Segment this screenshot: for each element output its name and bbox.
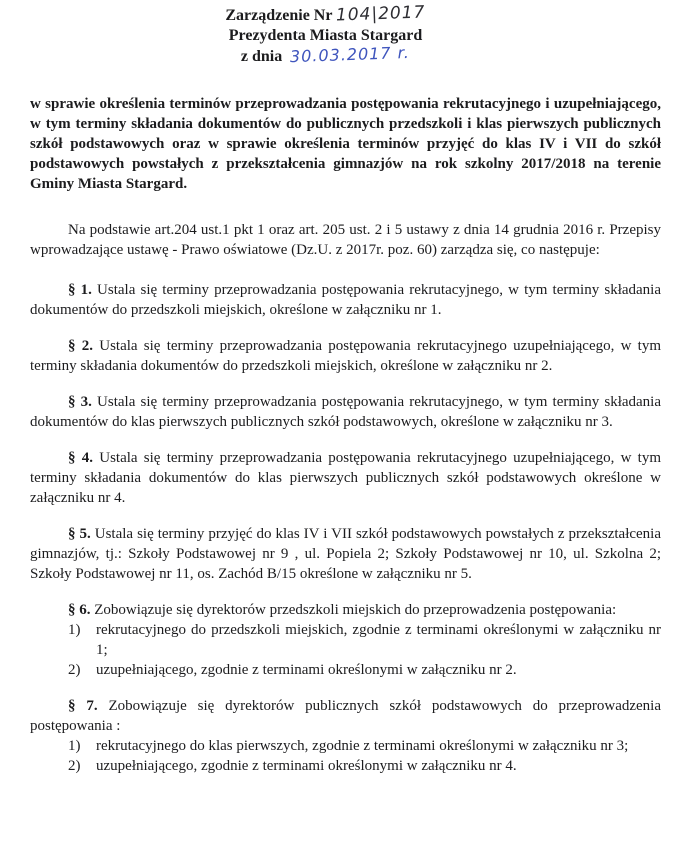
section-paragraph [30, 524, 661, 584]
section-body [30, 392, 661, 432]
section-text: Ustala się terminy przyjęć do klas IV i VII szkół podstawowych powstałych z przekształcenia gimnazjów, tj.: Szkoły Podstawowej nr 9 , ul. Popiela 2; Szkoły Podstawowej nr 10, ul. Szkolna 2; Szkoły Podstawowej nr 11, os. Zachód B/15 określone w załączniku nr 5. [30, 526, 662, 582]
ordinance-number-handwritten: 104|2017 [335, 2, 426, 26]
list-item [68, 756, 661, 776]
section-paragraph [30, 696, 661, 776]
subject-paragraph: w sprawie określenia terminów przeprowadzania postępowania rekrutacyjnego i uzupełniającego, w tym terminy składania dokumentów do publicznych przedszkoli i klas pierwszych publicznych szkół podstawowych oraz w sprawie określenia terminów przyjęć do klas IV i VII do szkół podstawowych powstałych z przekształcenia gimnazjów na rok szkolny 2017/2018 na terenie Gminy Miasta Stargard. [30, 96, 661, 192]
list-item [68, 660, 661, 680]
list-item-text: uzupełniającego, zgodnie z terminami określonymi w załączniku nr 4. [96, 758, 517, 774]
sections [30, 280, 661, 776]
issuer-line: Prezydenta Miasta Stargard [228, 27, 423, 44]
list-item-marker: 1) [68, 622, 81, 638]
section-item-list [30, 620, 661, 680]
list-item-text: rekrutacyjnego do klas pierwszych, zgodnie z terminami określonymi w załączniku nr 3; [96, 738, 629, 754]
legal-basis-paragraph: Na podstawie art.204 ust.1 pkt 1 oraz art. 205 ust. 2 i 5 ustawy z dnia 14 grudnia 2016 r. Przepisy wprowadzające ustawę - Prawo oświatowe (Dz.U. z 2017r. poz. 60) zarządza się, co następuje: [30, 222, 661, 258]
section-paragraph [30, 448, 661, 508]
date-handwritten: 30.03.2017 r. [289, 42, 411, 67]
date-label: z dnia [240, 48, 283, 65]
section-paragraph [30, 280, 661, 320]
section-number: § 6. [68, 602, 95, 618]
list-item [68, 620, 661, 660]
section-body [30, 524, 661, 584]
section-body [30, 280, 661, 320]
list-item-marker: 1) [68, 738, 81, 754]
section-paragraph [30, 336, 661, 376]
section-number: § 4. [68, 450, 100, 466]
section-body [30, 600, 661, 620]
section-item-list [30, 736, 661, 776]
section-number: § 7. [68, 698, 109, 714]
section-number: § 1. [68, 282, 98, 298]
section-body [30, 448, 661, 508]
ordinance-title-label: Zarządzenie Nr [225, 7, 333, 24]
list-item-text: rekrutacyjnego do przedszkoli miejskich, zgodnie z terminami określonymi w załączniku nr 1; [96, 622, 661, 658]
section-number: § 5. [68, 526, 95, 542]
section-text: Zobowiązuje się dyrektorów przedszkoli miejskich do przeprowadzenia postępowania: [94, 602, 617, 618]
section-number: § 2. [68, 338, 100, 354]
section-body [30, 336, 661, 376]
list-item [68, 736, 661, 756]
section-body [30, 696, 661, 736]
section-text: Ustala się terminy przeprowadzania postępowania rekrutacyjnego, w tym terminy składania dokumentów do klas pierwszych publicznych szkół podstawowych, określone w załączniku nr 3. [30, 394, 661, 430]
section-number: § 3. [68, 394, 98, 410]
ordinance-title-line [30, 2, 621, 26]
list-item-marker: 2) [68, 662, 81, 678]
section-text: Ustala się terminy przeprowadzania postępowania rekrutacyjnego, w tym terminy składania dokumentów do przedszkoli miejskich, określone w załączniku nr 1. [30, 282, 661, 318]
section-paragraph [30, 600, 661, 680]
list-item-marker: 2) [68, 758, 81, 774]
section-text: Zobowiązuje się dyrektorów publicznych szkół podstawowych do przeprowadzenia postępowania : [30, 698, 661, 734]
document-header [30, 2, 661, 67]
list-item-text: uzupełniającego, zgodnie z terminami określonymi w załączniku nr 2. [96, 662, 517, 678]
section-paragraph [30, 392, 661, 432]
date-line [30, 42, 621, 67]
section-text: Ustala się terminy przeprowadzania postępowania rekrutacyjnego uzupełniającego, w tym terminy składania dokumentów do przedszkoli miejskich, określone w załączniku nr 2. [30, 338, 662, 374]
section-text: Ustala się terminy przeprowadzania postępowania rekrutacyjnego uzupełniającego, w tym terminy składania dokumentów do klas pierwszych publicznych szkół podstawowych określone w załączniku nr 4. [30, 450, 662, 506]
